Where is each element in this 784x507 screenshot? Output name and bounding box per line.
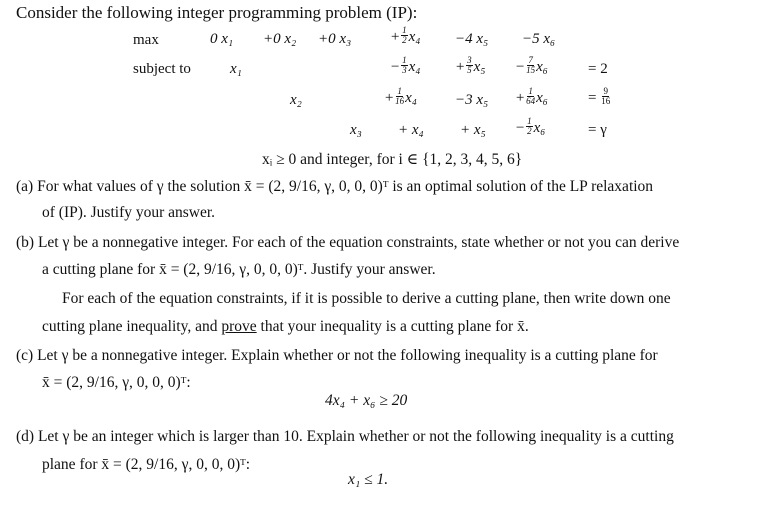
question-b-line3: For each of the equation constraints, if it is possible to derive a cutting plane, then write down one <box>62 290 671 307</box>
c1-rhs: = 2 <box>588 61 608 77</box>
numerator: 3 <box>467 55 472 65</box>
question-a-line2: of (IP). Justify your answer. <box>42 204 216 221</box>
c2-x5: −3 x₅ <box>455 92 489 108</box>
obj-x5: −4 x₅ <box>455 31 489 47</box>
max-label: max <box>133 32 159 48</box>
question-a-line1: (a) For what values of γ the solution x̄ = (2, 9/16, γ, 0, 0, 0)ᵀ is an optimal solution of the LP relaxation <box>16 178 654 195</box>
numerator: 1 <box>528 86 533 96</box>
question-d-line2: plane for x̄ = (2, 9/16, γ, 0, 0, 0)ᵀ: <box>42 456 251 473</box>
c1-x6 <box>515 55 548 77</box>
c1-x4 <box>390 55 421 77</box>
variable: x₄ <box>408 28 421 45</box>
c3-x3: x₃ <box>350 122 362 138</box>
question-c-line2: x̄ = (2, 9/16, γ, 0, 0, 0)ᵀ: <box>42 374 191 391</box>
c2-rhs <box>588 86 611 108</box>
denominator: 16 <box>395 96 405 106</box>
denominator: 15 <box>526 65 536 75</box>
c2-x6 <box>515 86 548 108</box>
c2-x2: x₂ <box>290 92 302 108</box>
fraction <box>526 117 533 136</box>
sign: − <box>515 58 526 75</box>
variable: x₆ <box>533 119 546 136</box>
variable: x₆ <box>536 58 548 75</box>
sign: + <box>515 89 526 106</box>
question-d-inequality: x₁ ≤ 1. <box>348 471 389 488</box>
sign: + <box>455 58 466 75</box>
obj-x1: 0 x₁ <box>210 31 234 47</box>
numerator: 1 <box>527 116 532 126</box>
equals-sign: = <box>588 89 597 106</box>
numerator: 1 <box>402 25 407 35</box>
question-c-line1: (c) Let γ be a nonnegative integer. Explain whether or not the following inequality is a cutting plane for <box>16 347 658 364</box>
fraction <box>466 56 473 75</box>
fraction <box>601 87 610 106</box>
variable: x₆ <box>536 89 548 106</box>
lp-formulation <box>0 0 784 175</box>
denominator: 64 <box>526 96 536 106</box>
c3-rhs: = γ <box>588 122 607 138</box>
sign: − <box>390 58 401 75</box>
text: that your inequality is a cutting plane for x̄. <box>256 318 529 335</box>
obj-x2: +0 x₂ <box>263 31 297 47</box>
denominator: 2 <box>402 35 407 45</box>
variable: x₄ <box>405 89 417 106</box>
numerator: 1 <box>402 55 407 65</box>
variable: x₄ <box>408 58 421 75</box>
subject-to-label: subject to <box>133 61 191 77</box>
sign: + <box>384 89 395 106</box>
sign: − <box>515 119 526 136</box>
question-b-line4 <box>42 315 529 339</box>
obj-x6: −5 x₆ <box>522 31 556 47</box>
question-c-inequality: 4x₄ + x₆ ≥ 20 <box>325 392 408 409</box>
c1-x5 <box>455 55 486 77</box>
numerator: 9 <box>603 86 608 96</box>
variable-bounds: xᵢ ≥ 0 and integer, for i ∈ {1, 2, 3, 4, 5, 6} <box>262 151 523 168</box>
obj-x3: +0 x₃ <box>318 31 352 47</box>
denominator: 16 <box>601 96 611 106</box>
question-d-line1: (d) Let γ be an integer which is larger than 10. Explain whether or not the following inequality is a cutting <box>16 428 674 445</box>
fraction <box>401 56 408 75</box>
denominator: 5 <box>467 65 472 75</box>
numerator: 7 <box>528 55 533 65</box>
text: cutting plane inequality, and <box>42 318 222 335</box>
variable: x₅ <box>473 58 486 75</box>
emphasis: prove <box>221 318 257 335</box>
c3-x6 <box>515 116 546 138</box>
question-b-line1: (b) Let γ be a nonnegative integer. For each of the equation constraints, state whether or not you can derive <box>16 234 680 251</box>
numerator: 1 <box>397 86 402 96</box>
fraction <box>401 26 408 45</box>
denominator: 2 <box>527 126 532 136</box>
denominator: 3 <box>402 65 407 75</box>
fraction <box>526 87 535 106</box>
obj-x4 <box>390 25 421 47</box>
c3-x4: + x₄ <box>398 122 424 138</box>
fraction <box>395 87 404 106</box>
c2-x4 <box>384 86 417 108</box>
question-b-line2: a cutting plane for x̄ = (2, 9/16, γ, 0, 0, 0)ᵀ. Justify your answer. <box>42 261 436 278</box>
c1-x1: x₁ <box>230 61 242 77</box>
sign: + <box>390 28 401 45</box>
fraction <box>526 56 535 75</box>
c3-x5: + x₅ <box>460 122 486 138</box>
intro-text: Consider the following integer programming problem (IP): <box>16 3 418 22</box>
